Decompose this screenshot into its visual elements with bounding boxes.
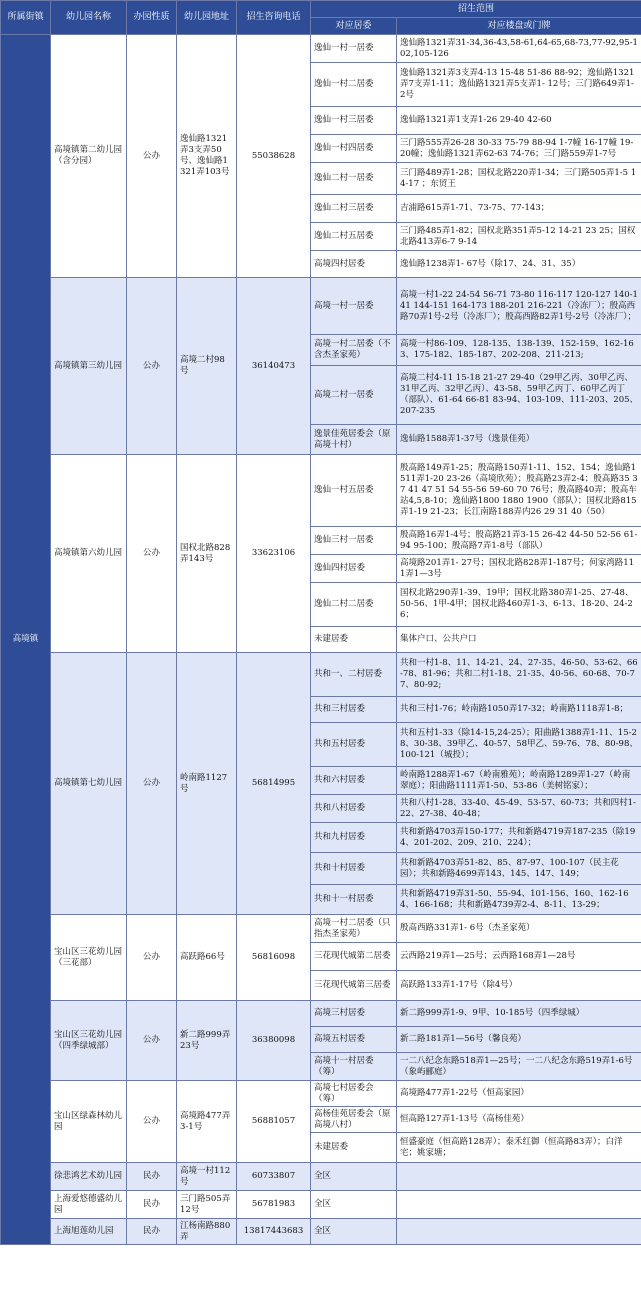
committee-cell: 高境五村居委 (311, 1027, 397, 1053)
buildings-cell (397, 1163, 641, 1191)
buildings-cell: 殷高路16弄1-4号；殷高路21弄3-15 26-42 44-50 52-56 61-94 95-100；殷高路7弄1-8号（部队） (397, 527, 641, 555)
committee-cell: 共和五村居委 (311, 723, 397, 767)
school-type: 民办 (127, 1191, 177, 1219)
committee-cell: 共和一、二村居委 (311, 653, 397, 697)
buildings-cell: 三门路485弄1-82；国权北路351弄5-12 14-21 23 25；国权北路413弄6-7 9-14 (397, 223, 641, 251)
committee-cell: 高杨佳苑居委会（原高境八村） (311, 1107, 397, 1133)
buildings-cell (397, 1191, 641, 1219)
table-row (1, 1163, 641, 1191)
school-type: 民办 (127, 1163, 177, 1191)
buildings-cell: 共和新路4719弄31-50、55-94、101-156、160、162-164、166-168；共和新路4739弄2-4、8-11、13-29； (397, 885, 641, 915)
school-address: 新二路999弄23号 (177, 1001, 237, 1081)
school-phone: 56881057 (237, 1081, 311, 1163)
buildings-cell: 新二路181弄1—56号（馨良苑） (397, 1027, 641, 1053)
committee-cell: 高境三村居委 (311, 1001, 397, 1027)
buildings-cell: 高境路477弄1-22号（恒高家园） (397, 1081, 641, 1107)
buildings-cell (397, 1219, 641, 1245)
school-name: 高境镇第六幼儿园 (51, 455, 127, 653)
committee-cell: 逸仙一村三居委 (311, 107, 397, 135)
committee-cell: 全区 (311, 1219, 397, 1245)
buildings-cell: 国权北路290弄1-39、19甲；国权北路380弄1-25、27-48、50-56、1甲-4甲；国权北路460弄1-3、6-13、18-20、24-26； (397, 583, 641, 627)
buildings-cell: 三门路555弄26-28 30-33 75-79 88-94 1-7幢 16-17幢 19-20幢；逸仙路1321弄62-63 74-76；三门路559弄1-7号 (397, 135, 641, 163)
header-address: 幼儿园地址 (177, 1, 237, 35)
school-address: 高境二村98号 (177, 278, 237, 455)
buildings-cell: 恒高路127弄1-13号（高杨佳苑） (397, 1107, 641, 1133)
buildings-cell: 新二路999弄1-9、9甲、10-185号（四季绿城） (397, 1001, 641, 1027)
table-row (1, 278, 641, 335)
school-phone: 33623106 (237, 455, 311, 653)
school-type: 公办 (127, 278, 177, 455)
buildings-cell: 共和八村1-28、33-40、45-49、53-57、60-73；共和四村1-22、27-38、40-48； (397, 795, 641, 823)
school-name: 徐悲鸿艺术幼儿园 (51, 1163, 127, 1191)
table-body (1, 35, 641, 1245)
school-phone: 36380098 (237, 1001, 311, 1081)
buildings-cell: 逸仙路1321弄31-34,36-43,58-61,64-65,68-73,77-92,95-102,105-126 (397, 35, 641, 63)
committee-cell: 逸仙四村居委 (311, 555, 397, 583)
header-range: 招生范围 (311, 1, 641, 18)
table-row (1, 1001, 641, 1027)
committee-cell: 逸仙二村一居委 (311, 163, 397, 195)
school-phone: 36140473 (237, 278, 311, 455)
school-name: 宝山区绿森林幼儿园 (51, 1081, 127, 1163)
school-name: 高境镇第七幼儿园 (51, 653, 127, 915)
school-phone: 56781983 (237, 1191, 311, 1219)
school-phone: 60733807 (237, 1163, 311, 1191)
table-row (1, 915, 641, 943)
committee-cell: 逸仙二村三居委 (311, 195, 397, 223)
buildings-cell: 殷高西路331弄1- 6号（杰圣家苑） (397, 915, 641, 943)
school-name: 上海爱悠德盛幼儿园 (51, 1191, 127, 1219)
header-type: 办园性质 (127, 1, 177, 35)
table-row (1, 35, 641, 63)
header-name: 幼儿园名称 (51, 1, 127, 35)
buildings-cell: 共和三村1-76；岭南路1050弄17-32；岭南路1118弄1-8； (397, 697, 641, 723)
committee-cell: 逸仙一村五居委 (311, 455, 397, 527)
buildings-cell: 共和新路4703弄51-82、85、87-97、100-107（民主花园）；共和新路4699弄143、145、147、149； (397, 853, 641, 885)
header-town: 所属街镇 (1, 1, 51, 35)
buildings-cell: 高境一村86-109、128-135、138-139、152-159、162-163、175-182、185-187、202-208、211-213; (397, 335, 641, 366)
buildings-cell: 集体户口、公共户口 (397, 627, 641, 653)
school-address: 逸仙路1321弄3支弄50号、逸仙路1321弄103号 (177, 35, 237, 278)
school-type: 公办 (127, 35, 177, 278)
committee-cell: 未建居委 (311, 627, 397, 653)
school-type: 民办 (127, 1219, 177, 1245)
school-phone: 13817443683 (237, 1219, 311, 1245)
school-name: 高境镇第二幼儿园（含分园） (51, 35, 127, 278)
committee-cell: 共和六村居委 (311, 767, 397, 795)
school-phone: 56816098 (237, 915, 311, 1001)
buildings-cell: 共和五村1-33（除14-15,24-25）；阳曲路1388弄1-11、15-28、30-38、39甲乙、40-57、58甲乙、59-76、78、80-98、100-121（城投）； (397, 723, 641, 767)
committee-cell: 未建居委 (311, 1133, 397, 1163)
committee-cell: 高境一村二居委（不含杰圣家苑） (311, 335, 397, 366)
buildings-cell: 共和一村1-8、11、14-21、24、27-35、46-50、53-62、66-78、81-96；共和二村1-18、21-35、40-56、60-68、70-77、80-92; (397, 653, 641, 697)
buildings-cell: 共和新路4703弄150-177；共和新路4719弄187-235（除194、201-202、209、210、224）； (397, 823, 641, 853)
committee-cell: 高境十一村居委（筹） (311, 1053, 397, 1081)
school-address: 岭南路1127号 (177, 653, 237, 915)
header-phone: 招生咨询电话 (237, 1, 311, 35)
table-row (1, 653, 641, 697)
committee-cell: 逸仙三村一居委 (311, 527, 397, 555)
committee-cell: 高境二村一居委 (311, 366, 397, 425)
school-type: 公办 (127, 1001, 177, 1081)
school-address: 高跃路66号 (177, 915, 237, 1001)
buildings-cell: 岭南路1288弄1-67（岭南雅苑）；岭南路1289弄1-27（岭南翠庭）；阳曲路1111弄1-50、53-86（美树铭家）； (397, 767, 641, 795)
committee-cell: 全区 (311, 1191, 397, 1219)
buildings-cell: 高境路201弄1- 27号；国权北路828弄1-187号；何家湾路111弄1—3号 (397, 555, 641, 583)
committee-cell: 逸仙一村四居委 (311, 135, 397, 163)
table-row (1, 1191, 641, 1219)
header-buildings: 对应楼盘或门牌 (397, 18, 641, 35)
buildings-cell: 殷高路149弄1-25；殷高路150弄1-11、152、154；逸仙路1511弄1-20 23-26（高境欣苑）；殷高路23弄2-4；殷高路35 37 41 47 51 54 55-56 59-60 70 76号；殷高路40弄；殷高车站4,5,8-10；逸仙路1800 1880 1900（部队）；国权北路815弄1-19 21-23；长江南路188弄内26 29 31 40（50） (397, 455, 641, 527)
town-cell: 高境镇 (1, 35, 51, 1245)
school-address: 江杨南路880弄 (177, 1219, 237, 1245)
committee-cell: 逸仙一村二居委 (311, 63, 397, 107)
school-address: 国权北路828弄143号 (177, 455, 237, 653)
committee-cell: 逸景佳苑居委会（原高境十村） (311, 425, 397, 455)
committee-cell: 高境一村一居委 (311, 278, 397, 335)
committee-cell: 共和三村居委 (311, 697, 397, 723)
school-name: 高境镇第三幼儿园 (51, 278, 127, 455)
school-address: 三门路505弄12号 (177, 1191, 237, 1219)
buildings-cell: 恒盛豪庭（恒高路128弄）；泰禾红御（恒高路83弄）；白洋宅；姚家塘； (397, 1133, 641, 1163)
school-type: 公办 (127, 455, 177, 653)
school-address: 高境路477弄3-1号 (177, 1081, 237, 1163)
school-type: 公办 (127, 915, 177, 1001)
school-name: 上海旭莲幼儿园 (51, 1219, 127, 1245)
committee-cell: 共和十一村居委 (311, 885, 397, 915)
buildings-cell: 逸仙路1588弄1-37号（逸景佳苑） (397, 425, 641, 455)
committee-cell: 共和十村居委 (311, 853, 397, 885)
buildings-cell: 高跃路133弄1-17号（除4号） (397, 971, 641, 1001)
buildings-cell: 逸仙路1321弄1支弄1-26 29-40 42-60 (397, 107, 641, 135)
school-phone: 56814995 (237, 653, 311, 915)
committee-cell: 三花现代城第三居委 (311, 971, 397, 1001)
committee-cell: 共和八村居委 (311, 795, 397, 823)
buildings-cell: 三门路489弄1-28；国权北路220弄1-34；三门路505弄1-5 14-17 ；东贸王 (397, 163, 641, 195)
buildings-cell: 高境一村1-22 24-54 56-71 73-80 116-117 120-127 140-141 144-151 164-173 188-201 216-221（冷冻厂）；殷高西路70弄1号-2号（冷冻厂）；殷高西路82弄1号-2号（冷冻厂）； (397, 278, 641, 335)
table-row (1, 1219, 641, 1245)
buildings-cell: 吉浦路615弄1-71、73-75、77-143； (397, 195, 641, 223)
school-address: 高境一村112号 (177, 1163, 237, 1191)
committee-cell: 三花现代城第二居委 (311, 943, 397, 971)
committee-cell: 高境四村居委 (311, 251, 397, 278)
committee-cell: 共和九村居委 (311, 823, 397, 853)
committee-cell: 高境一村二居委（只指杰圣家苑） (311, 915, 397, 943)
buildings-cell: 一二八纪念东路518弄1—25号；一二八纪念东路519弄1-6号（象屿郦庭） (397, 1053, 641, 1081)
committee-cell: 逸仙二村五居委 (311, 223, 397, 251)
committee-cell: 全区 (311, 1163, 397, 1191)
buildings-cell: 逸仙路1238弄1- 67号（除17、24、31、35） (397, 251, 641, 278)
school-name: 宝山区三花幼儿园（三花部） (51, 915, 127, 1001)
committee-cell: 高境七村居委会（筹） (311, 1081, 397, 1107)
table-row (1, 455, 641, 527)
table-row (1, 1081, 641, 1107)
school-type: 公办 (127, 1081, 177, 1163)
school-phone: 55038628 (237, 35, 311, 278)
header-committee: 对应居委 (311, 18, 397, 35)
school-name: 宝山区三花幼儿园（四季绿城部） (51, 1001, 127, 1081)
buildings-cell: 云西路219弄1—25号；云西路168弄1—28号 (397, 943, 641, 971)
committee-cell: 逸仙一村一居委 (311, 35, 397, 63)
buildings-cell: 高境二村4-11 15-18 21-27 29-40（29甲乙丙、30甲乙丙、31甲乙丙、32甲乙丙）、43-58、59甲乙丙丁、60甲乙丙丁（部队）、61-64 66-81 83-94、103-109、111-203、205、207-235 (397, 366, 641, 425)
buildings-cell: 逸仙路1321弄3支弄4-13 15-48 51-86 88-92；逸仙路1321弄7支弄1-11；逸仙路1321弄5支弄1- 12号；三门路649弄1-2号 (397, 63, 641, 107)
school-type: 公办 (127, 653, 177, 915)
committee-cell: 逸仙二村二居委 (311, 583, 397, 627)
